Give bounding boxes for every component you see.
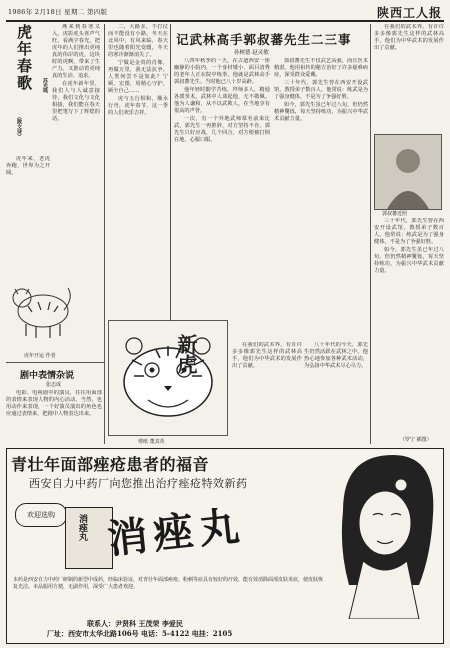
paragraph: 在虎年新年里，我们人与人诚意接待，我们文化与文化相接，我们能在春天里把笔写下了辉煌的话。 — [52, 81, 100, 122]
section-title: 剧中表情杂说 — [20, 371, 75, 381]
poem-text-1 — [52, 24, 100, 202]
poem-text-2 — [6, 156, 50, 216]
paragraph: 八十年代的今天，郭先生仍然活跃在武林之中。他热心地参加各种武术活动，为弘扬中华武术尽心尽力。 — [304, 342, 368, 369]
tiger-sketch-image — [8, 266, 78, 346]
poem-author: 苏光鸣 — [42, 78, 48, 93]
article-title: 记武林高手郭叔蕃先生二三事 — [176, 32, 352, 47]
paragraph: 在我们的武术界，有许许多多像郭先生这样的武林高手，他们为中华武术的发展作出了贡献。 — [374, 24, 444, 51]
ad-contacts: 联系人：尹贤科 王茂荣 李爱民 — [87, 619, 183, 628]
article-footer-author: （罗宁 插图） — [400, 437, 432, 443]
page-header — [6, 4, 444, 22]
paragraph: 八四年秋季的一天，在古道西安一座幽静的小院内，一个身材矮小、面目清秀的老年人正在院中练拳，他就是武林高手郭叔蕃先生。当时他已八十岁高龄。 — [174, 58, 270, 85]
paragraph: 如今，郭先生虽已年过八旬，但仍然精神矍铄，每天坚持练功，为振兴中华武术贡献力量。 — [274, 102, 368, 122]
woman-portrait-illustration — [323, 451, 441, 619]
poem-block — [6, 24, 44, 154]
paper-cut-tiger-image — [108, 320, 228, 436]
divider — [370, 24, 371, 444]
paragraph: 三十年代，郭先生曾在西安开设武馆，教授弟子数百人。他常说：练武是为了强身健体，不是为了争强好胜。 — [274, 80, 368, 100]
right-text-lower — [374, 218, 444, 438]
section-author: 张志成 — [46, 382, 62, 388]
tiger-sketch-caption: 虎年开运 作者 — [24, 353, 56, 359]
article-text-2 — [274, 58, 368, 338]
portrait-caption: 郭叔蕃近照 — [382, 211, 408, 217]
divider — [104, 24, 105, 444]
paragraph: 二，大路多，不打仗而不能没有小路。冬天在北风中，有风来临，春天里也随着阳光变暖，冬天的寒冷渐渐消失了。 — [108, 24, 168, 58]
ad-subhead: 西安自力中药厂向您推出治疗痤疮特效新药 — [29, 477, 248, 490]
tiger-art-caption: 剪纸 董其英 — [138, 439, 165, 445]
paragraph: 在我们的武术界，有许许多多像郭先生这样的武林高手，他们为中华武术的发展作出了贡献。 — [232, 342, 302, 369]
portrait-photo — [374, 134, 442, 210]
poem-title: 虎年春歌 — [15, 24, 33, 92]
article-text-1 — [174, 58, 270, 338]
middle-text — [108, 24, 168, 314]
medicine-box-image: 消痤丸 — [65, 507, 113, 569]
paragraph: 他年轻时勤学苦练，拜师多人，精通各派拳术。武林中人谈起他，无不敬佩。他为人谦和，从不以武欺人，在当地享有很高的声誉。 — [174, 87, 270, 114]
article-byline: 孙树德 赵灵敏 — [234, 50, 269, 56]
advertisement — [6, 448, 444, 644]
divider — [170, 24, 171, 334]
article-text-3 — [232, 342, 302, 446]
calligraphy-block: 新虎 — [174, 334, 198, 374]
poem-note: （散文诗） — [16, 114, 22, 139]
ad-headline: 青壮年面部痤疮患者的福音 — [11, 455, 210, 474]
ad-description: 本药是西安自力中药厂研制的新型中成药，经临床验证，对青壮年面部痤疮、粉刺等症具有较好的疗效，能有效消除面部皮肤炎症，使皮肤恢复光洁。本品服用方便，无副作用，深受广大患者欢迎。 — [13, 577, 324, 590]
paragraph: 燕来到春寒又入，虎影虎头喜声气旺。看满宇春光，把虎年的人们推出更纯真的伟岸的虎，这块时的虎啊，带来了生产力，又推动着更纯真的生活、追求。 — [52, 24, 100, 79]
divider — [6, 362, 104, 363]
product-name: 消痤丸 — [105, 501, 248, 564]
article-text-4 — [304, 342, 368, 442]
paragraph: 郭叔蕃先生不仅武艺高强，而且医术精湛。他用祖传的秘方治好了许多疑难病症，深受群众爱戴。 — [274, 58, 368, 78]
paragraph: 虎与五行相和，顺水行舟，虎年春节，这一季的人们欢乐吉祥。 — [108, 96, 168, 116]
paragraph: 电影、电视剧中的演员，往往用面部的表情来表现人物的内心活动。当然，也用动作来表现，一个好演员演出的角色也应通过表情来，把剧中人物表达出来。 — [6, 390, 102, 417]
section-text — [6, 390, 102, 446]
issue-date: 1986年 2月18日 星期二 第四版 — [8, 8, 108, 16]
ad-badge: 欢迎选购 — [15, 503, 67, 527]
paragraph: 虎年来，老虎奔跑，世界为之开阔。 — [6, 156, 50, 176]
ad-address: 厂址：西安市太华北路106号 电话：5-4122 电挂：2105 — [47, 629, 233, 638]
paragraph: 三十年代，郭先生曾在西安开设武馆，教授弟子数百人。他常说：练武是为了强身健体，不是为了争强好胜。 — [374, 218, 444, 245]
newspaper-page — [6, 4, 444, 644]
paragraph: 如今，郭先生虽已年过八旬，但仍然精神矍铄，每天坚持练功，为振兴中华武术贡献力量。 — [374, 247, 444, 274]
paragraph: 宁做是金贵的肖像，再做万里，我无法抗争。人类何尝不是如此？宁顾，宏图，用精心守护，顾全自己…… — [108, 60, 168, 94]
right-text — [374, 24, 444, 130]
newspaper-logo: 陕西工人报 — [376, 6, 442, 20]
paragraph: 一次，有一个外地武师慕名前来比武，郭先生一再推辞，对方坚持不肯。郭先生只好应战，几个回合，对方便被打倒在地，心服口服。 — [174, 116, 270, 143]
